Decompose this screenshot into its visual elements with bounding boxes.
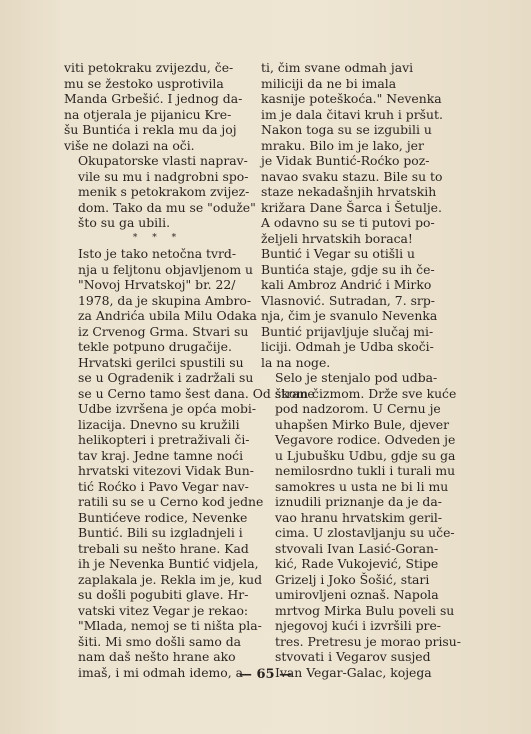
page-number: — 65 — xyxy=(238,667,293,682)
text-line: uhapšen Mirko Bule, djever xyxy=(275,416,449,432)
text-line: je Vidak Buntić-Roćko poz- xyxy=(261,153,430,168)
text-line: u Ljubušku Udbu, gdje su ga xyxy=(275,447,456,463)
text-line: Buntićeve rodice, Nevenke xyxy=(78,509,248,525)
text-line: "Mlada, nemoj se ti ništa pla- xyxy=(78,618,262,633)
text-line: menik s petokrakom zvijez- xyxy=(78,184,250,199)
text-line: la na noge. xyxy=(261,354,331,370)
text-line: tres. Pretresu je morao prisu- xyxy=(275,633,461,649)
text-line: samokres u usta ne bi li mu xyxy=(275,478,449,494)
text-line: vao hranu hrvatskim geril- xyxy=(275,509,443,525)
left-paragraph-3 xyxy=(64,246,257,355)
text-line: kali Ambroz Andrić i Mirko xyxy=(261,277,432,292)
text-line: mraku. Bilo im je lako, jer xyxy=(261,137,424,153)
text-line: nemilosrdno tukli i turali mu xyxy=(275,463,456,478)
text-line: nam daš nešto hrane ako xyxy=(78,649,236,664)
text-line: zaplakala je. Rekla im je, kud xyxy=(78,571,263,587)
text-line: navao svaku stazu. Bile su to xyxy=(261,168,443,184)
left-paragraph-2 xyxy=(64,153,256,231)
text-line: Selo je stenjalo pod udba- xyxy=(275,370,438,385)
text-line: Vlasnović. Sutradan, 7. srp- xyxy=(261,292,435,308)
text-line: 1978, da je skupina Ambro- xyxy=(78,292,252,308)
text-line: njegovoj kući i izvršili pre- xyxy=(275,618,441,633)
text-line: za Andrića ubila Milu Odaka xyxy=(78,308,257,323)
text-line: A odavno su se ti putovi po- xyxy=(261,215,435,230)
text-line: su došli pogubiti glave. Hr- xyxy=(78,587,249,602)
text-line: hrvatski vitezovi Vidak Bun- xyxy=(78,463,254,478)
text-line: na otjerala je pijanicu Kre- xyxy=(64,106,232,122)
text-line: Okupatorske vlasti naprav- xyxy=(78,153,248,168)
right-column xyxy=(261,60,461,680)
text-line: što su ga ubili. xyxy=(78,215,171,230)
text-line: šiti. Mi smo došli samo da xyxy=(78,633,242,649)
text-line: Manda Grbešić. I jednog da- xyxy=(64,91,243,106)
right-paragraph-1 xyxy=(261,60,456,370)
text-line: Nakon toga su se izgubili u xyxy=(261,122,432,137)
text-line: stvovati i Vegarov susjed xyxy=(275,649,431,664)
text-line: imaš, i mi odmah idemo, a xyxy=(78,664,244,680)
text-line: Buntića staje, gdje su ih če- xyxy=(261,261,435,277)
text-line: ratili su se u Cerno kod jedne xyxy=(78,494,264,509)
text-line: kasnije poteškoća." Nevenka xyxy=(261,91,442,106)
text-line: ti, čim svane odmah javi xyxy=(261,60,414,75)
text-line: trebali su nešto hrane. Kad xyxy=(78,540,249,556)
text-line: tekle potpuno drugačije. xyxy=(78,339,232,354)
left-paragraph-1 xyxy=(64,60,251,153)
text-line: lizacija. Dnevno su kružili xyxy=(78,416,240,432)
text-line: tav kraj. Jedne tamne noći xyxy=(78,447,244,463)
text-line: mrtvog Mirka Bulu poveli su xyxy=(275,602,455,618)
text-line: iz Crvenog Grma. Stvari su xyxy=(78,323,249,339)
text-line: ih je Nevenka Buntić vidjela, xyxy=(78,556,259,571)
text-line: više ne dolazi na oči. xyxy=(64,137,195,153)
text-line: stvovali Ivan Lasić-Goran- xyxy=(275,540,439,556)
text-line: staze nekadašnjih hrvatskih xyxy=(261,184,437,199)
text-line: Buntić prijavljuje slučaj mi- xyxy=(261,323,434,339)
text-line: škom čizmom. Drže sve kuće xyxy=(275,385,457,401)
text-line: Udbe izvršena je opća mobi- xyxy=(78,401,257,416)
text-line: helikopteri i pretraživali či- xyxy=(78,432,250,447)
text-line: iznudili priznanje da je da- xyxy=(275,494,442,509)
text-line: kić, Rade Vukojević, Stipe xyxy=(275,556,439,571)
section-separator: * * * xyxy=(132,232,183,243)
text-line: viti petokraku zvijezdu, če- xyxy=(64,60,234,75)
text-line: Hrvatski gerilci spustili su xyxy=(78,354,244,370)
text-line: miliciji da ne bi imala xyxy=(261,75,397,91)
text-line: šu Buntića i rekla mu da joj xyxy=(64,122,237,137)
right-paragraph-2 xyxy=(261,370,461,680)
text-line: se u Cerno tamo šest dana. Od strane xyxy=(78,385,315,401)
text-line: Isto je tako netočna tvrd- xyxy=(78,246,237,261)
text-line: Ivan Vegar-Galac, kojega xyxy=(275,664,432,680)
text-line: vatski vitez Vegar je rekao: xyxy=(78,602,249,618)
text-line: umirovljeni oznaš. Napola xyxy=(275,587,439,602)
text-line: mu se žestoko usprotivila xyxy=(64,75,224,91)
text-line: nja u feljtonu objavljenom u xyxy=(78,261,253,277)
text-line: željeli hrvatskih boraca! xyxy=(261,230,413,246)
text-line: cima. U zlostavljanju su uče- xyxy=(275,525,455,540)
text-line: dom. Tako da mu se "oduže" xyxy=(78,199,256,215)
text-line: "Novoj Hrvatskoj" br. 22/ xyxy=(78,277,236,292)
text-line: se u Ogradenik i zadržali su xyxy=(78,370,254,385)
text-line: Buntić. Bili su izgladnjeli i xyxy=(78,525,243,540)
text-line: Buntić i Vegar su otišli u xyxy=(261,246,415,261)
text-line: pod nadzorom. U Cernu je xyxy=(275,401,441,416)
text-line: Grizelj i Joko Šošić, stari xyxy=(275,571,430,587)
text-line: Vegavore rodice. Odveden je xyxy=(275,432,456,447)
text-line: liciji. Odmah je Udba skoči- xyxy=(261,339,434,354)
text-line: nja, čim je svanulo Nevenka xyxy=(261,308,438,323)
text-line: križara Dane Šarca i Šetulje. xyxy=(261,199,442,215)
text-line: tić Roćko i Pavo Vegar nav- xyxy=(78,478,249,494)
text-line: im je dala čitavi kruh i pršut. xyxy=(261,106,443,122)
text-line: vile su mu i nadgrobni spo- xyxy=(78,168,249,184)
